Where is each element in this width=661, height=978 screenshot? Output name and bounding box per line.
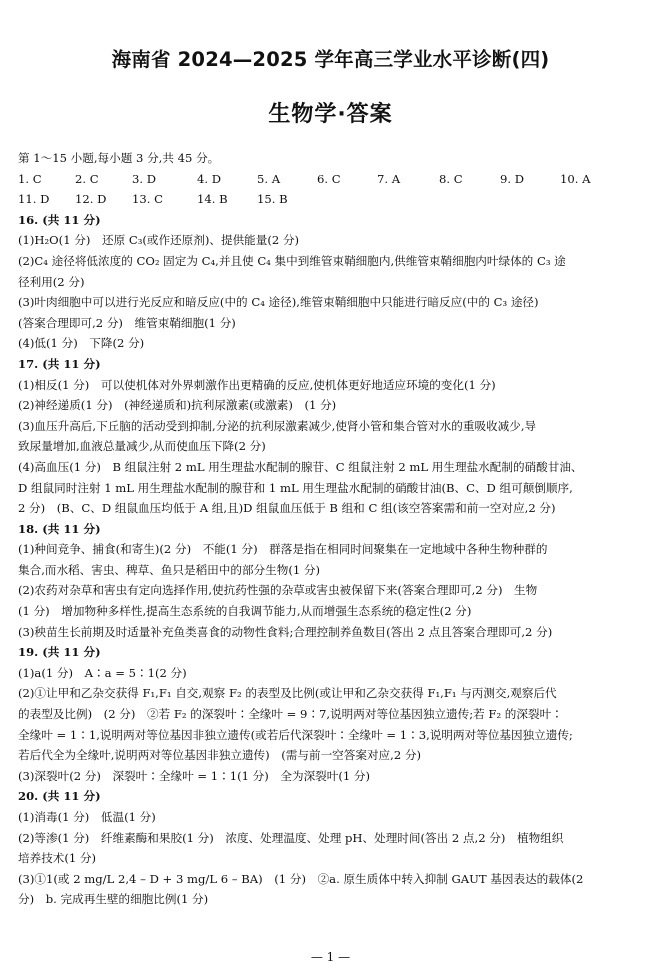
q17-answer-line: (4)高血压(1 分) B 组鼠注射 2 mL 用生理盐水配制的腺苷、C 组鼠注射 2 mL 用生理盐水配制的硝酸甘油、 [18,459,583,474]
q19-answer-line: 的表型及比例) (2 分) ②若 F₂ 的深裂叶∶全缘叶 = 9∶7,说明两对等位基因独立遗传;若 F₂ 的深裂叶∶ [18,707,563,722]
q17-answer-line: 致尿量增加,血液总量减少,从而使血压下降(2 分) [18,439,266,454]
document-subtitle: 生物学·答案 [268,102,393,127]
mc-answer: 12. D [75,192,107,207]
mc-answer: 11. D [18,192,50,207]
q18-answer-line: (3)秧苗生长前期及时适量补充鱼类喜食的动物性食料;合理控制养鱼数目(答出 2 点且答案合理即可,2 分) [18,624,553,639]
mc-answer: 4. D [197,171,222,186]
q16-answer-line: (3)叶肉细胞中可以进行光反应和暗反应(中的 C₄ 途径),维管束鞘细胞中只能进行暗反应(中的 C₃ 途径) [18,295,539,310]
q20-answer-line: 培养技术(1 分) [18,851,97,866]
q18-answer-line: (1 分) 增加物种多样性,提高生态系统的自我调节能力,从而增强生态系统的稳定性(2 分) [18,604,472,619]
mc-answer: 3. D [132,171,157,186]
q16-answer-line: (答案合理即可,2 分) 维管束鞘细胞(1 分) [18,315,236,330]
mc-answer: 1. C [18,171,42,186]
q16-answer-line: 径利用(2 分) [18,274,85,289]
mc-answer: 9. D [500,171,525,186]
mc-answer: 10. A [560,171,591,186]
mc-answers-row-2 [18,189,648,210]
q20-answer-line: 分) b. 完成再生壁的细胞比例(1 分) [18,892,209,907]
q19-answer-line: (2)①让甲和乙杂交获得 F₁,F₁ 自交,观察 F₂ 的表型及比例(或让甲和乙杂交获得 F₁,F₁ 与丙测交,观察后代 [18,686,557,701]
q16-answer-line: (2)C₄ 途径将低浓度的 CO₂ 固定为 C₄,并且使 C₄ 集中到维管束鞘细胞内,供维管束鞘细胞内叶绿体的 C₃ 途 [18,253,566,268]
q16-answer-line: (4)低(1 分) 下降(2 分) [18,336,145,351]
q18-answer-line: 集合,而水稻、害虫、稗草、鱼只是稻田中的部分生物(1 分) [18,562,321,577]
mc-answer: 14. B [197,192,228,207]
question-20-heading: 20. (共 11 分) [18,789,101,804]
q19-answer-line: (1)a(1 分) A∶a = 5∶1(2 分) [18,665,187,680]
mc-answer: 8. C [439,171,463,186]
q19-answer-line: (3)深裂叶(2 分) 深裂叶∶全缘叶 = 1∶1(1 分) 全为深裂叶(1 分) [18,768,371,783]
mc-answer: 6. C [317,171,341,186]
q19-answer-line: 若后代全为全缘叶,说明两对等位基因非独立遗传) (需与前一空答案对应,2 分) [18,748,422,763]
mc-answer: 13. C [132,192,163,207]
question-17-heading: 17. (共 11 分) [18,356,101,371]
mc-answer: 7. A [377,171,401,186]
question-19-heading: 19. (共 11 分) [18,645,101,660]
q18-answer-line: (2)农药对杂草和害虫有定向选择作用,使抗药性强的杂草或害虫被保留下来(答案合理即可,2 分) 生物 [18,583,538,598]
mc-answer: 2. C [75,171,99,186]
mc-answer: 5. A [257,171,281,186]
q17-answer-line: 2 分) (B、C、D 组鼠血压均低于 A 组,且)D 组鼠血压低于 B 组和 C 组(该空答案需和前一空对应,2 分) [18,501,556,516]
answer-content [18,148,648,910]
q20-answer-line: (1)消毒(1 分) 低温(1 分) [18,810,156,824]
question-18-heading: 18. (共 11 分) [18,521,101,536]
q17-answer-line: (2)神经递质(1 分) (神经递质和)抗利尿激素(或激素) (1 分) [18,398,337,413]
mc-answer: 15. B [257,192,288,207]
q18-answer-line: (1)种间竞争、捕食(和寄生)(2 分) 不能(1 分) 群落是指在相同时间聚集在一定地域中各种生物种群的 [18,542,548,557]
q17-answer-line: (3)血压升高后,下丘脑的活动受到抑制,分泌的抗利尿激素减少,使肾小管和集合管对水的重吸收减少,导 [18,418,537,433]
q17-answer-line: (1)相反(1 分) 可以使机体对外界刺激作出更精确的反应,使机体更好地适应环境的变化(1 分) [18,377,496,392]
q20-answer-line: (3)①1(或 2 mg/L 2,4 – D + 3 mg/L 6 – BA) (1 分) ②a. 原生质体中转入抑制 GAUT 基因表达的载体(2 [18,871,584,886]
q17-answer-line: D 组鼠同时注射 1 mL 用生理盐水配制的腺苷和 1 mL 用生理盐水配制的硝酸甘油(B、C、D 组可颠倒顺序, [18,480,573,495]
document-title: 海南省 2024—2025 学年高三学业水平诊断(四) [111,48,550,71]
q19-answer-line: 全缘叶 = 1∶1,说明两对等位基因非独立遗传(或若后代深裂叶∶全缘叶 = 1∶3,说明两对等位基因独立遗传; [18,727,573,742]
q20-answer-line: (2)等渗(1 分) 纤维素酶和果胶(1 分) 浓度、处理温度、处理 pH、处理时间(答出 2 点,2 分) 植物组织 [18,830,564,845]
page-number: — 1 — [310,950,351,964]
question-16-heading: 16. (共 11 分) [18,212,101,227]
mc-intro: 第 1～15 小题,每小题 3 分,共 45 分。 [18,151,220,165]
mc-answers-row-1 [18,169,648,190]
q16-answer-line: (1)H₂O(1 分) 还原 C₃(或作还原剂)、提供能量(2 分) [18,233,300,248]
